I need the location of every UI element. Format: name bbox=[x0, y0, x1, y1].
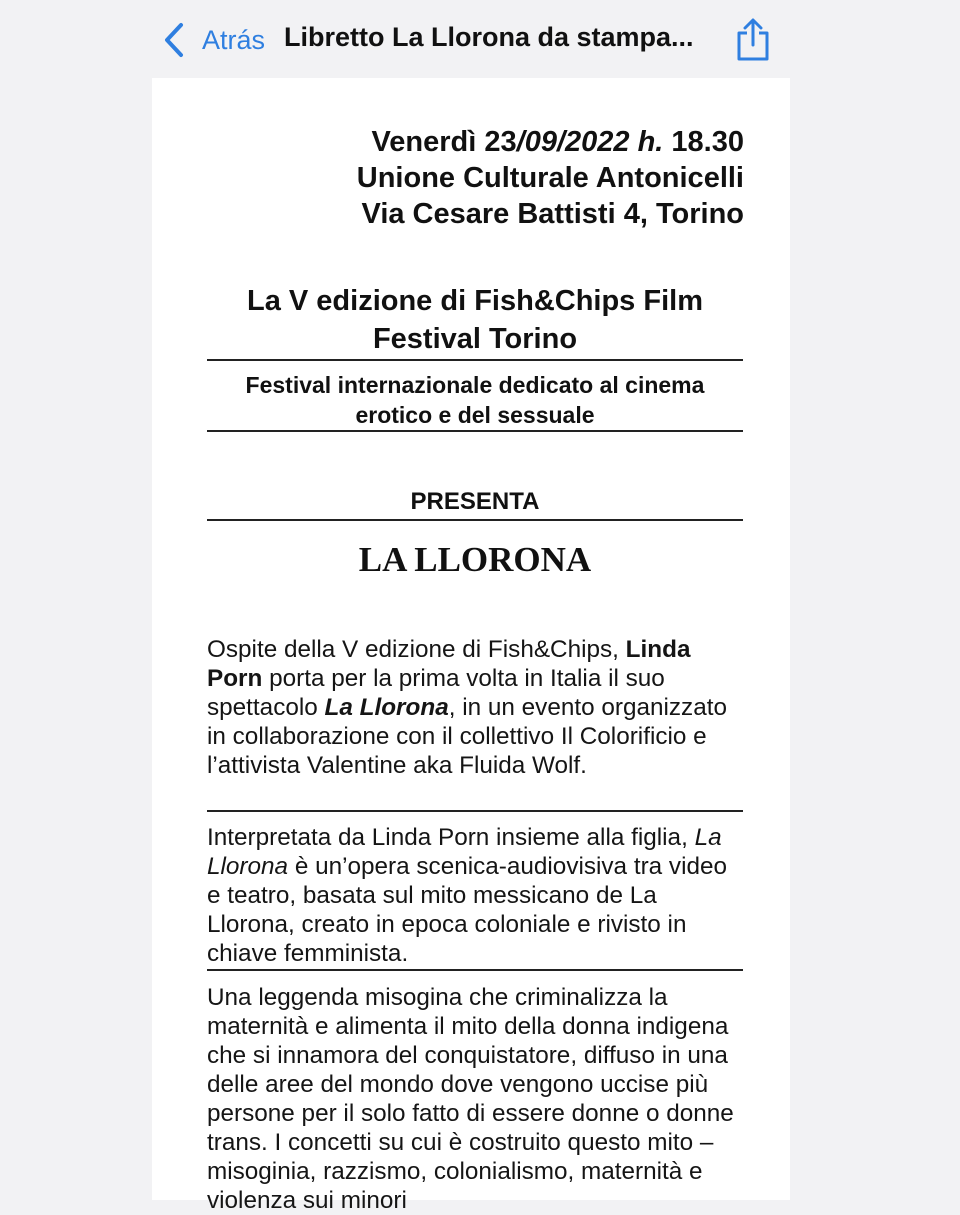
back-button[interactable] bbox=[162, 20, 265, 60]
document-page[interactable] bbox=[152, 78, 790, 1214]
event-address: Via Cesare Battisti 4, Torino bbox=[361, 198, 744, 230]
navigation-bar bbox=[0, 0, 960, 78]
paragraph-intro: Ospite della V edizione di Fish&Chips, Linda Porn porta per la prima volta in Italia il suo spettacolo La Llorona, in un evento organizzato in collaborazione con il collettivo Il Colorificio e l’attivista Valentine aka Fluida Wolf. bbox=[207, 636, 727, 779]
paragraph-description: Interpretata da Linda Porn insieme alla figlia, La Llorona è un’opera scenica-audiovisiva tra video e teatro, basata sul mito messicano de La Llorona, creato in epoca coloniale e rivisto in chiave femminista. bbox=[207, 824, 728, 967]
paragraph-legend: Una leggenda misogina che criminalizza la maternità e alimenta il mito della donna indigena che si innamora del conquistatore, diffuso in una delle aree del mondo dove vengono uccise più persone per il solo fatto di essere donne o donne trans. I concetti su cui è costruito questo mito – misoginia, razzismo, colonialismo, maternità e violenza sui minori bbox=[207, 984, 734, 1214]
chevron-left-icon bbox=[162, 22, 186, 58]
show-title: LA LLORONA bbox=[358, 540, 592, 579]
presenta-heading: PRESENTA bbox=[410, 488, 540, 515]
festival-title: La V edizione di Fish&Chips Film Festival Torino bbox=[247, 285, 703, 355]
divider bbox=[207, 969, 743, 971]
event-date-line: Venerdì 23/09/2022 h. 18.30 bbox=[371, 126, 744, 158]
share-button[interactable] bbox=[734, 18, 772, 62]
festival-subtitle: Festival internazionale dedicato al cinema erotico e del sessuale bbox=[245, 372, 705, 428]
document-title: Libretto La Llorona da stampa... bbox=[284, 22, 694, 52]
share-icon bbox=[734, 18, 772, 62]
divider bbox=[207, 810, 743, 812]
divider bbox=[207, 359, 743, 361]
event-header bbox=[357, 124, 744, 232]
event-venue: Unione Culturale Antonicelli bbox=[356, 162, 744, 194]
back-label: Atrás bbox=[202, 24, 266, 55]
divider bbox=[207, 519, 743, 521]
divider bbox=[207, 430, 743, 432]
